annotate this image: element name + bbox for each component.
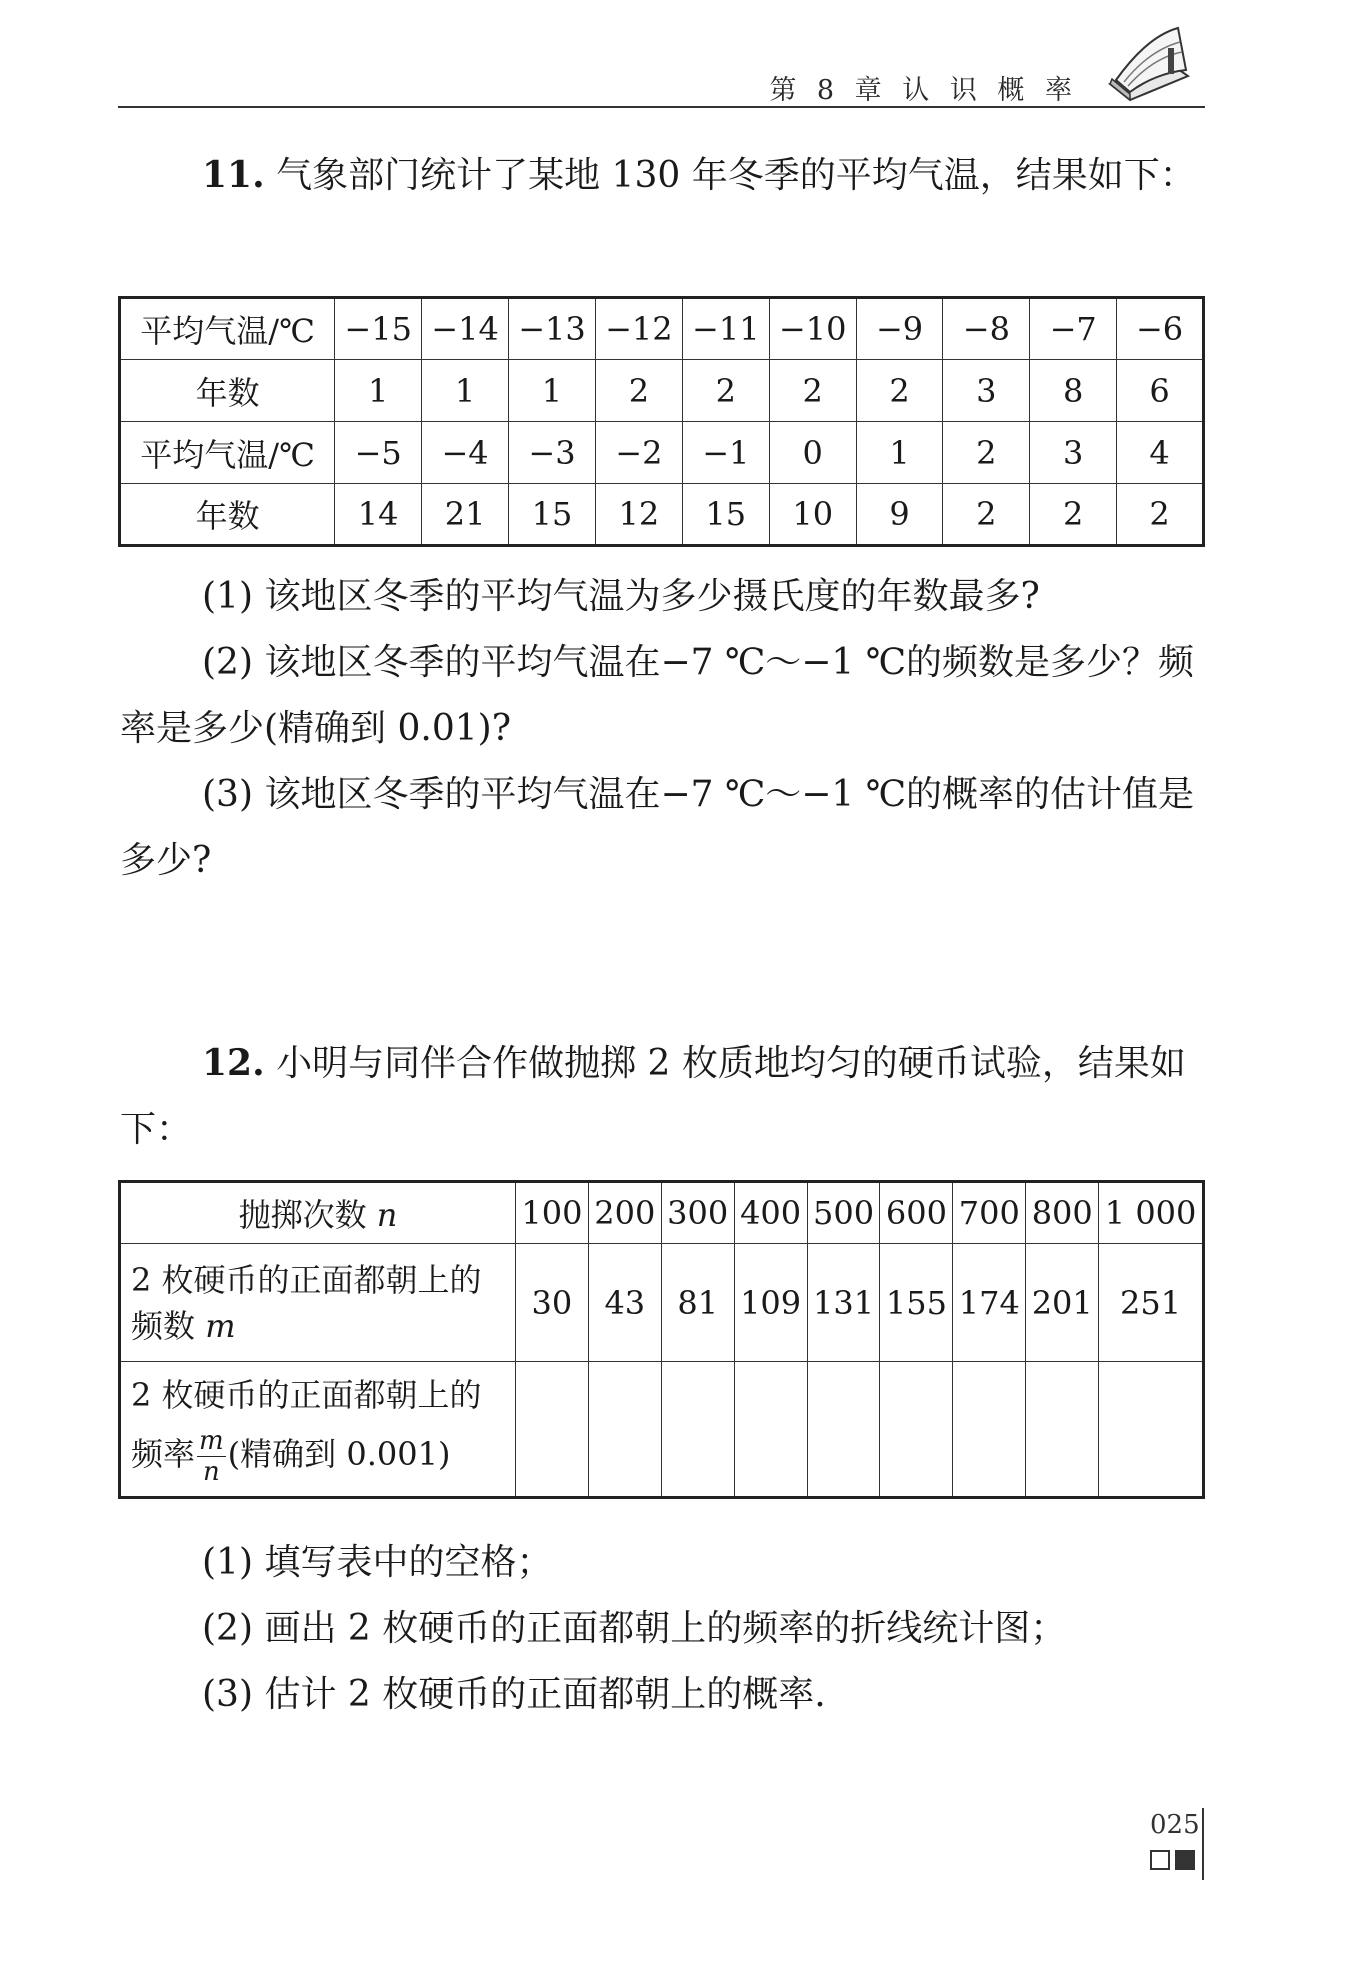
header-rule [118, 106, 1205, 108]
table-cell: 2 [595, 360, 682, 422]
answer-cell-empty[interactable] [588, 1362, 661, 1498]
problem-11-question-3: (3) 该地区冬季的平均气温在−7 ℃～−1 ℃的概率的估计值是多少? [120, 774, 1195, 881]
row-label-frequency-rate [120, 1362, 516, 1498]
book-icon [1106, 22, 1192, 102]
table-cell: 21 [422, 484, 509, 546]
answer-cell-empty[interactable] [880, 1362, 953, 1498]
table-cell: 2 [1030, 484, 1117, 546]
table-cell: 1 [856, 422, 943, 484]
table-cell: 109 [734, 1244, 807, 1362]
table-cell: 1 000 [1099, 1182, 1204, 1244]
problem-12-question-2: (2) 画出 2 枚硬币的正面都朝上的频率的折线统计图； [202, 1608, 1067, 1649]
table-cell: 2 [943, 422, 1030, 484]
coin-toss-table [118, 1180, 1205, 1499]
table-cell: 4 [1117, 422, 1204, 484]
table-cell: 155 [880, 1244, 953, 1362]
fraction-m-over-n [197, 1426, 226, 1487]
table-cell: 2 [856, 360, 943, 422]
table-cell: −7 [1030, 298, 1117, 360]
table-cell: 300 [661, 1182, 734, 1244]
problem-11-question-1: (1) 该地区冬季的平均气温为多少摄氏度的年数最多? [202, 576, 1040, 617]
row-label-frequency-count [120, 1244, 516, 1362]
variable-m: m [205, 1306, 236, 1345]
table-cell: 2 [682, 360, 769, 422]
filled-square-icon [1175, 1850, 1195, 1870]
table-cell: −11 [682, 298, 769, 360]
table-cell: 9 [856, 484, 943, 546]
table-cell: −15 [335, 298, 422, 360]
problem-11-statement [120, 142, 1205, 209]
answer-cell-empty[interactable] [807, 1362, 880, 1498]
problem-11-question-2: (2) 该地区冬季的平均气温在−7 ℃～−1 ℃的频数是多少？频率是多少(精确到 0.01)? [120, 642, 1195, 749]
row-label-years: 年数 [120, 484, 335, 546]
table-cell: 30 [515, 1244, 588, 1362]
row-label-temp: 平均气温/℃ [120, 298, 335, 360]
table-cell: 3 [1030, 422, 1117, 484]
table-cell: 14 [335, 484, 422, 546]
chapter-header: 第 8 章 认 识 概 率 [769, 75, 1078, 106]
label-line [131, 1426, 515, 1487]
table-cell: 0 [769, 422, 856, 484]
answer-cell-empty[interactable] [661, 1362, 734, 1498]
row-label-tosses [120, 1182, 516, 1244]
variable-n: n [376, 1196, 398, 1234]
label-text: 频数 [131, 1306, 206, 1345]
table-cell: 1 [422, 360, 509, 422]
table-cell: 251 [1099, 1244, 1204, 1362]
row-label-tosses-text: 抛掷次数 [238, 1196, 377, 1234]
table-cell: −5 [335, 422, 422, 484]
label-text: 频率 [131, 1434, 196, 1473]
page-marker-bar [1202, 1808, 1204, 1880]
table-cell: −1 [682, 422, 769, 484]
table-cell: 700 [953, 1182, 1026, 1244]
answer-cell-empty[interactable] [515, 1362, 588, 1498]
answer-cell-empty[interactable] [1099, 1362, 1204, 1498]
table-cell: 200 [588, 1182, 661, 1244]
table-cell: 2 [943, 484, 1030, 546]
table-cell: 15 [682, 484, 769, 546]
problem-11-number: 11. [202, 154, 265, 196]
table-cell: 2 [769, 360, 856, 422]
table-row [120, 1182, 1204, 1244]
table-row [120, 422, 1204, 484]
table-cell: 800 [1026, 1182, 1099, 1244]
table-cell: 174 [953, 1244, 1026, 1362]
table-cell: 400 [734, 1182, 807, 1244]
table-cell: 3 [943, 360, 1030, 422]
label-line: 2 枚硬币的正面都朝上的 [131, 1375, 482, 1414]
table-cell: 201 [1026, 1244, 1099, 1362]
empty-square-icon [1150, 1850, 1170, 1870]
table-row [120, 1244, 1204, 1362]
table-cell: −3 [509, 422, 596, 484]
table-cell: 15 [509, 484, 596, 546]
problem-12-statement [120, 1030, 1205, 1163]
table-cell: 600 [880, 1182, 953, 1244]
problem-11-text: 气象部门统计了某地 130 年冬季的平均气温，结果如下： [276, 155, 1196, 196]
fraction-denominator: n [202, 1456, 220, 1487]
answer-cell-empty[interactable] [953, 1362, 1026, 1498]
table-cell: −4 [422, 422, 509, 484]
fraction-numerator: m [199, 1425, 224, 1456]
problem-12-number: 12. [202, 1042, 265, 1084]
table-cell: 81 [661, 1244, 734, 1362]
label-text: (精确到 0.001) [227, 1434, 451, 1473]
table-row [120, 360, 1204, 422]
table-cell: −6 [1117, 298, 1204, 360]
page-number: 025 [1150, 1810, 1200, 1840]
table-cell: 131 [807, 1244, 880, 1362]
table-cell: −8 [943, 298, 1030, 360]
table-cell: 8 [1030, 360, 1117, 422]
table-cell: 1 [509, 360, 596, 422]
table-cell: −10 [769, 298, 856, 360]
table-cell: 12 [595, 484, 682, 546]
temperature-table [118, 296, 1205, 547]
table-row [120, 484, 1204, 546]
table-cell: −2 [595, 422, 682, 484]
label-line: 2 枚硬币的正面都朝上的 [131, 1260, 482, 1299]
problem-12-question-1: (1) 填写表中的空格； [202, 1542, 553, 1583]
answer-cell-empty[interactable] [1026, 1362, 1099, 1498]
answer-cell-empty[interactable] [734, 1362, 807, 1498]
table-cell: 1 [335, 360, 422, 422]
table-cell: 10 [769, 484, 856, 546]
row-label-years: 年数 [120, 360, 335, 422]
table-cell: 100 [515, 1182, 588, 1244]
label-line [131, 1303, 515, 1349]
table-cell: −14 [422, 298, 509, 360]
problem-12-text: 小明与同伴合作做抛掷 2 枚质地均匀的硬币试验，结果如下： [120, 1043, 1186, 1150]
table-cell: 500 [807, 1182, 880, 1244]
row-label-temp: 平均气温/℃ [120, 422, 335, 484]
table-cell: −12 [595, 298, 682, 360]
table-cell: −9 [856, 298, 943, 360]
table-row [120, 1362, 1204, 1498]
table-cell: 2 [1117, 484, 1204, 546]
table-cell: −13 [509, 298, 596, 360]
table-cell: 6 [1117, 360, 1204, 422]
table-cell: 43 [588, 1244, 661, 1362]
table-row [120, 298, 1204, 360]
problem-12-question-3: (3) 估计 2 枚硬币的正面都朝上的概率. [202, 1674, 826, 1715]
